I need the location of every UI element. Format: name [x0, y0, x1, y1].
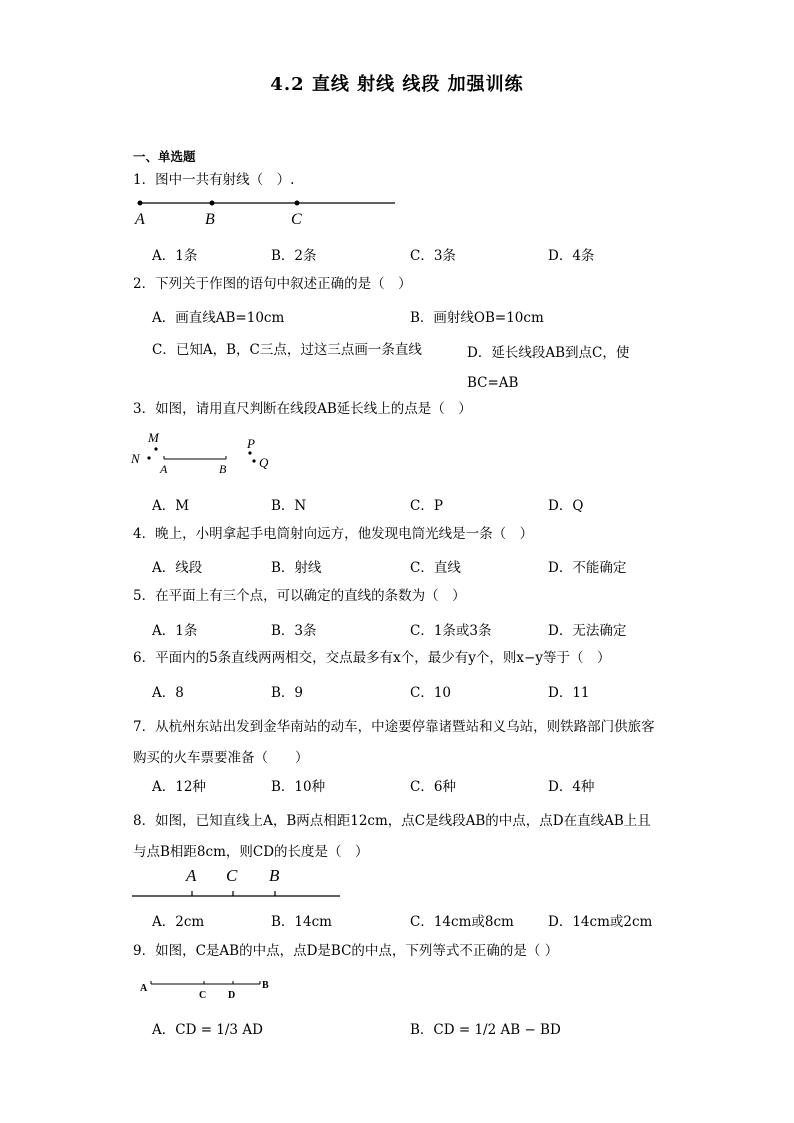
- section-heading: 一、单选题: [133, 149, 196, 164]
- point-q: [252, 459, 255, 462]
- question-7-option-c[interactable]: C．6种: [410, 779, 456, 795]
- question-5-option-b[interactable]: B．3条: [271, 623, 317, 639]
- point-b: [210, 201, 215, 206]
- label-b: B: [269, 866, 280, 885]
- question-6-option-d[interactable]: D．11: [548, 685, 590, 701]
- label-a: A: [140, 983, 148, 994]
- question-3-stem: 3．如图，请用直尺判断在线段AB延长线上的点是（ ）: [133, 401, 472, 417]
- question-9-figure: [136, 976, 276, 1002]
- question-8-figure: [130, 862, 345, 902]
- label-b: B: [262, 980, 269, 991]
- point-c: [295, 201, 300, 206]
- label-d: D: [228, 990, 236, 1001]
- question-6-option-c[interactable]: C．10: [410, 685, 452, 701]
- question-9-stem: 9．如图，C是AB的中点，点D是BC的中点，下列等式不正确的是（ ）: [133, 943, 559, 959]
- question-9-option-a[interactable]: A．CD = 1/3 AD: [152, 1022, 263, 1038]
- label-c: C: [226, 866, 238, 885]
- question-4-stem: 4．晚上，小明拿起手电筒射向远方，他发现电筒光线是一条（ ）: [133, 526, 534, 542]
- question-1-option-d[interactable]: D．4条: [548, 248, 595, 264]
- question-3-option-c[interactable]: C．P: [410, 498, 443, 514]
- question-6-stem: 6．平面内的5条直线两两相交，交点最多有x个，最少有y个，则x−y等于（ ）: [133, 650, 611, 666]
- question-4-option-c[interactable]: C．直线: [410, 560, 461, 576]
- question-4-option-d[interactable]: D．不能确定: [548, 560, 627, 576]
- question-2-option-b[interactable]: B．画射线OB=10cm: [410, 310, 544, 326]
- question-7-stem: 7．从杭州东站出发到金华南站的动车，中途要停靠诸暨站和义乌站，则铁路部门供旅客购买的火车票要准备（ ）: [133, 719, 655, 766]
- question-8-stem: 8．如图，已知直线上A，B两点相距12cm，点C是线段AB的中点，点D在直线AB上且与点B相距8cm，则CD的长度是（ ）: [133, 813, 651, 860]
- question-1-option-b[interactable]: B．2条: [271, 248, 317, 264]
- question-4-option-a[interactable]: A．线段: [152, 560, 203, 576]
- label-m: M: [148, 430, 159, 445]
- question-5-option-c[interactable]: C．1条或3条: [410, 623, 492, 639]
- label-p: P: [247, 436, 255, 451]
- question-2-option-c[interactable]: C．已知A，B，C三点，过这三点画一条直线: [152, 342, 422, 358]
- label-a: A: [135, 211, 145, 228]
- point-p: [248, 451, 251, 454]
- question-4-option-b[interactable]: B．射线: [271, 560, 322, 576]
- question-6-option-a[interactable]: A．8: [152, 685, 184, 701]
- question-7-option-a[interactable]: A．12种: [152, 779, 206, 795]
- question-2-option-a[interactable]: A．画直线AB=10cm: [152, 310, 285, 326]
- question-3-option-b[interactable]: B．N: [271, 498, 307, 514]
- question-9-option-b[interactable]: B．CD = 1/2 AB − BD: [410, 1022, 561, 1038]
- question-5-stem: 5．在平面上有三个点，可以确定的直线的条数为（ ）: [133, 588, 466, 604]
- question-7-option-b[interactable]: B．10种: [271, 779, 326, 795]
- question-3-option-d[interactable]: D．Q: [548, 498, 584, 514]
- label-n: N: [131, 451, 140, 466]
- question-8-option-d[interactable]: D．14cm或2cm: [548, 914, 653, 930]
- label-c: C: [199, 990, 207, 1001]
- question-1-figure: [130, 193, 400, 233]
- question-5-option-a[interactable]: A．1条: [152, 623, 198, 639]
- label-b: B: [219, 462, 227, 476]
- question-3-figure: [128, 428, 278, 478]
- label-c: C: [291, 211, 302, 228]
- question-1-stem: 1．图中一共有射线（ ）.: [133, 172, 295, 188]
- question-8-option-c[interactable]: C．14cm或8cm: [410, 914, 514, 930]
- question-2-option-d[interactable]: D．延长线段AB到点C，使BC=AB: [467, 345, 630, 391]
- question-3-option-a[interactable]: A．M: [152, 498, 190, 514]
- point-m: [154, 447, 157, 450]
- question-8-option-b[interactable]: B．14cm: [271, 914, 332, 930]
- question-5-option-d[interactable]: D．无法确定: [548, 623, 627, 639]
- question-1-option-a[interactable]: A．1条: [152, 248, 198, 264]
- label-b: B: [205, 211, 215, 228]
- question-6-option-b[interactable]: B．9: [271, 685, 304, 701]
- page-title: 4.2 直线 射线 线段 加强训练: [270, 74, 524, 95]
- question-7-option-d[interactable]: D．4种: [548, 779, 595, 795]
- point-n: [147, 456, 150, 459]
- question-1-option-c[interactable]: C．3条: [410, 248, 456, 264]
- label-q: Q: [259, 455, 269, 470]
- label-a: A: [186, 866, 197, 885]
- label-a: A: [160, 462, 168, 476]
- point-a: [138, 201, 143, 206]
- question-8-option-a[interactable]: A．2cm: [152, 914, 205, 930]
- question-2-stem: 2．下列关于作图的语句中叙述正确的是（ ）: [133, 276, 412, 292]
